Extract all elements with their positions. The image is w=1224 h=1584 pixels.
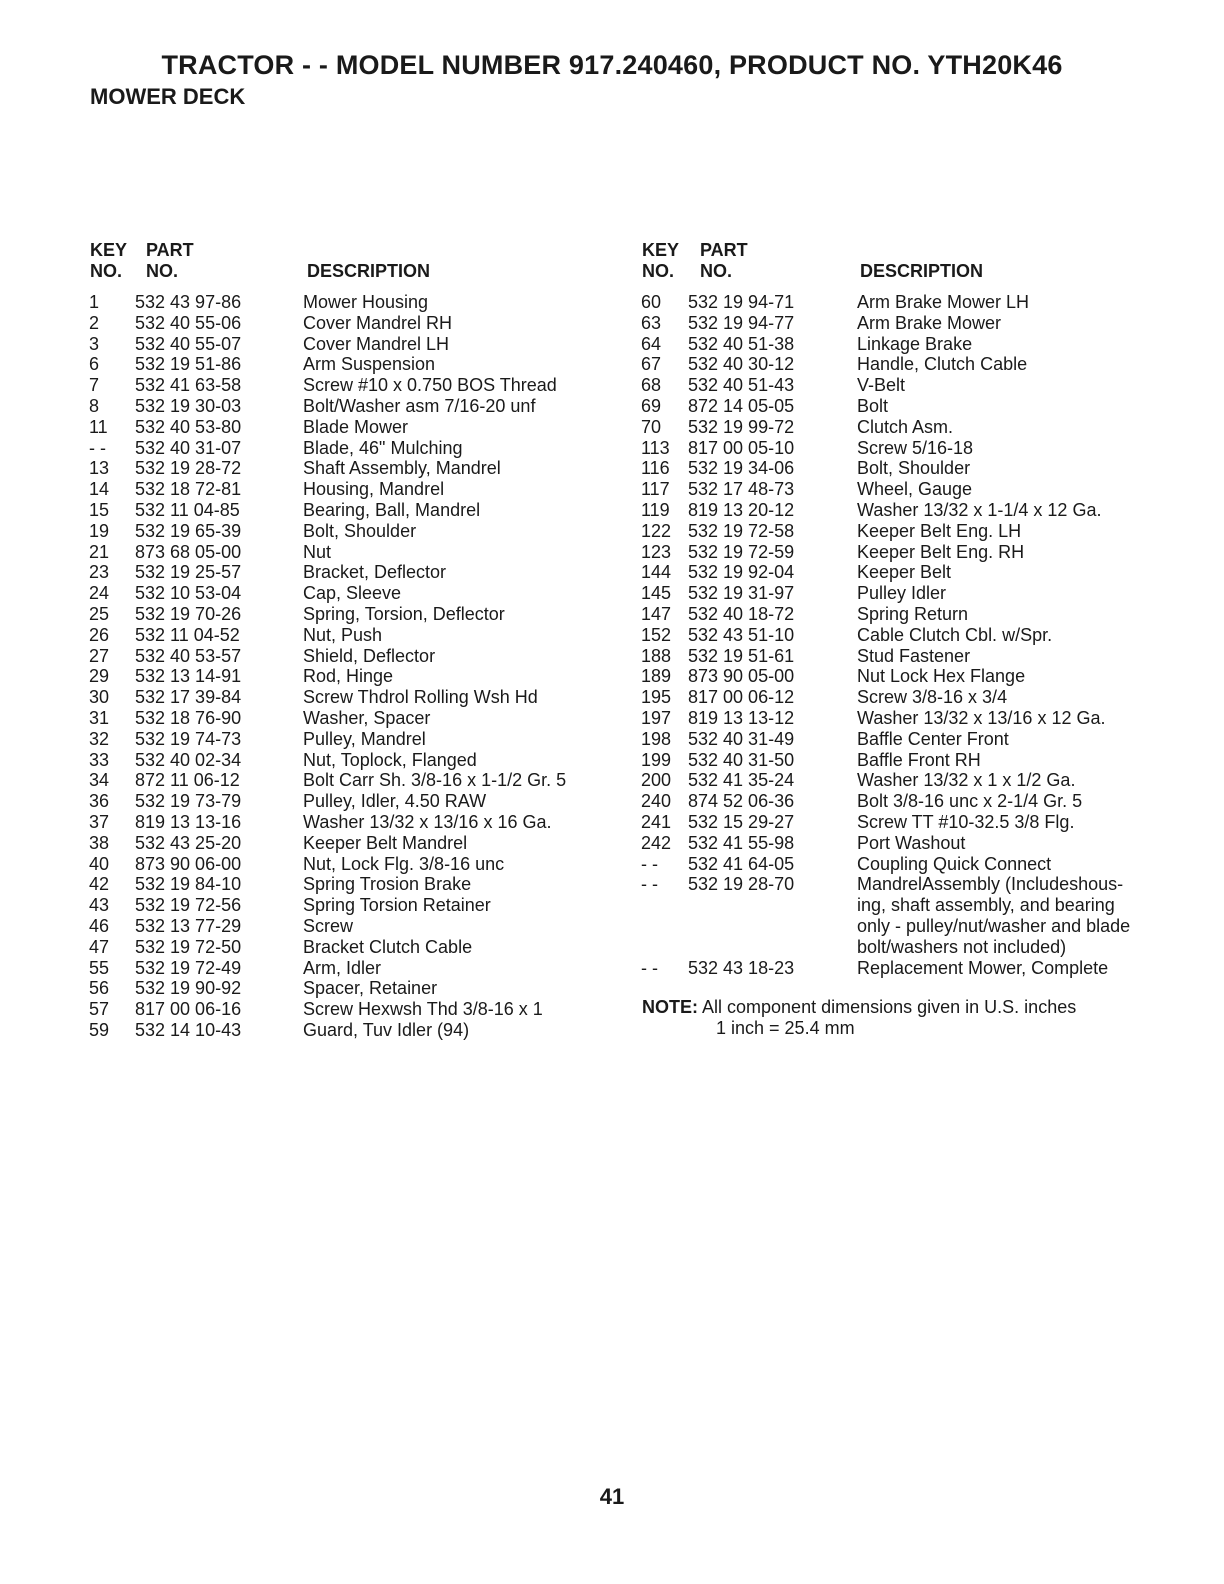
part-no: 532 13 77-29 (135, 915, 242, 936)
part-no: 532 43 97-86 (135, 292, 242, 312)
part-no: 872 11 06-12 (135, 770, 240, 791)
key-no: 119 (641, 499, 670, 520)
part-no: 532 17 39-84 (135, 687, 242, 708)
part-no: 532 19 90-92 (135, 978, 242, 999)
part-no: 532 41 35-24 (688, 770, 795, 791)
part-header-bottom: NO. (700, 261, 733, 281)
page-title: TRACTOR - - MODEL NUMBER 917.240460, PRODUCT NO. YTH20K46 (161, 50, 1063, 80)
key-no: 19 (89, 520, 110, 541)
key-no: 116 (641, 458, 670, 479)
description: Cap, Sleeve (303, 583, 402, 604)
description: Guard, Tuv Idler (94) (303, 1019, 470, 1040)
key-no: 70 (641, 416, 662, 437)
key-no: 47 (89, 936, 110, 957)
part-no: 532 43 51-10 (688, 624, 795, 645)
part-no: 873 68 05-00 (135, 541, 242, 562)
part-no: 872 14 05-05 (688, 395, 795, 416)
part-no: 532 19 28-72 (135, 458, 242, 479)
key-no: 24 (89, 583, 110, 604)
part-no: 532 41 64-05 (688, 853, 795, 874)
key-no: 144 (641, 562, 672, 583)
key-no: 33 (89, 749, 110, 770)
description: Pulley, Idler, 4.50 RAW (303, 791, 487, 812)
description: Arm Brake Mower LH (857, 292, 1030, 312)
key-no: 200 (641, 770, 672, 791)
key-no: 30 (89, 687, 110, 708)
key-no: 56 (89, 978, 110, 999)
description: Nut, Toplock, Flanged (303, 749, 477, 770)
key-no: 34 (89, 770, 110, 791)
key-no: 67 (641, 354, 662, 375)
key-no-header-left (90, 240, 127, 282)
part-no: 532 43 25-20 (135, 832, 242, 853)
section-title: MOWER DECK (90, 84, 246, 109)
key-no: 199 (641, 749, 672, 770)
key-no: 117 (641, 479, 670, 500)
key-no: 11 (89, 416, 108, 437)
part-no: 532 19 65-39 (135, 520, 242, 541)
part-no: 532 19 72-56 (135, 895, 242, 916)
part-no: 532 18 72-81 (135, 479, 242, 500)
part-no: 532 19 25-57 (135, 562, 242, 583)
description: Screw (303, 915, 354, 936)
description: Blade Mower (303, 416, 409, 437)
description: Washer, Spacer (303, 707, 431, 728)
key-no: 3 (89, 333, 100, 354)
part-no: 874 52 06-36 (688, 791, 795, 812)
key-header-bottom: NO. (642, 261, 675, 281)
note-label: NOTE: (642, 997, 698, 1017)
description: Nut, Push (303, 624, 383, 645)
description: Baffle Front RH (857, 749, 981, 770)
description: Wheel, Gauge (857, 479, 973, 500)
part-no: 532 11 04-85 (135, 499, 240, 520)
part-no: 532 18 76-90 (135, 707, 242, 728)
key-no: 63 (641, 312, 662, 333)
key-no: 197 (641, 707, 672, 728)
key-no: 198 (641, 728, 672, 749)
key-no: 189 (641, 666, 672, 687)
key-header-bottom: NO. (90, 261, 123, 281)
key-no: 25 (89, 603, 110, 624)
key-no: 26 (89, 624, 110, 645)
part-no: 532 40 53-57 (135, 645, 242, 666)
description: Bolt Carr Sh. 3/8-16 x 1-1/2 Gr. 5 (303, 770, 567, 791)
note-conversion: 1 inch = 25.4 mm (716, 1018, 855, 1038)
description: Cover Mandrel LH (303, 333, 450, 354)
description: Spring Trosion Brake (303, 874, 472, 895)
description: Keeper Belt Eng. LH (857, 520, 1022, 541)
description: Cover Mandrel RH (303, 312, 453, 333)
key-no: - - (641, 874, 658, 895)
key-no: 152 (641, 624, 672, 645)
key-no: 240 (641, 791, 672, 812)
part-no: 532 19 30-03 (135, 395, 242, 416)
part-no: 532 19 94-71 (688, 292, 795, 312)
key-no: 6 (89, 354, 100, 375)
description: Housing, Mandrel (303, 479, 445, 500)
part-no: 532 40 51-38 (688, 333, 795, 354)
part-no-header-right (700, 240, 748, 282)
description: Stud Fastener (857, 645, 971, 666)
key-no: 7 (89, 375, 100, 396)
description: Bracket, Deflector (303, 562, 447, 583)
part-no: 817 00 06-16 (135, 999, 242, 1020)
description: Nut, Lock Flg. 3/8-16 unc (303, 853, 505, 874)
key-no: 8 (89, 395, 100, 416)
part-no: 532 15 29-27 (688, 811, 795, 832)
key-header-top: KEY (642, 240, 680, 260)
description: Coupling Quick Connect (857, 853, 1052, 874)
key-no: 2 (89, 312, 100, 333)
key-no: 43 (89, 895, 110, 916)
part-no: 532 40 31-49 (688, 728, 795, 749)
part-no: 532 40 30-12 (688, 354, 795, 375)
description: Washer 13/32 x 13/16 x 12 Ga. (857, 707, 1106, 728)
part-no: 819 13 13-16 (135, 811, 242, 832)
key-no: 36 (89, 791, 110, 812)
key-no: 42 (89, 874, 110, 895)
description: bolt/washers not included) (857, 936, 1067, 957)
part-header-top: PART (146, 240, 194, 260)
description-header-left: DESCRIPTION (307, 261, 431, 281)
key-no: - - (641, 853, 658, 874)
part-no: 532 19 34-06 (688, 458, 795, 479)
description: Spacer, Retainer (303, 978, 438, 999)
description: Washer 13/32 x 13/16 x 16 Ga. (303, 811, 552, 832)
part-no: 532 40 02-34 (135, 749, 242, 770)
part-no: 532 19 72-49 (135, 957, 242, 978)
description: Bolt, Shoulder (303, 520, 417, 541)
description: Nut (303, 541, 332, 562)
part-no: 532 40 55-07 (135, 333, 242, 354)
part-no: 532 19 72-58 (688, 520, 795, 541)
part-no: 532 40 53-80 (135, 416, 242, 437)
part-no: 532 19 70-26 (135, 603, 242, 624)
part-no: 532 19 51-61 (688, 645, 795, 666)
key-no: 15 (89, 499, 110, 520)
key-no: 27 (89, 645, 110, 666)
part-no: 532 10 53-04 (135, 583, 242, 604)
description: Port Washout (857, 832, 966, 853)
description: Arm Suspension (303, 354, 436, 375)
key-no: 241 (641, 811, 672, 832)
description: Arm Brake Mower (857, 312, 1002, 333)
description: Spring Torsion Retainer (303, 895, 491, 916)
description: Screw Thdrol Rolling Wsh Hd (303, 687, 538, 708)
key-no: 60 (641, 292, 662, 312)
part-no: 817 00 05-10 (688, 437, 795, 458)
part-no: 532 14 10-43 (135, 1019, 242, 1040)
part-no: 532 19 92-04 (688, 562, 795, 583)
description: Baffle Center Front (857, 728, 1009, 749)
part-no: 817 00 06-12 (688, 687, 795, 708)
key-no: 1 (89, 292, 100, 312)
description: Bolt 3/8-16 unc x 2-1/4 Gr. 5 (857, 791, 1083, 812)
part-no: 532 19 72-50 (135, 936, 242, 957)
description: Screw Hexwsh Thd 3/8-16 x 1 (303, 999, 543, 1020)
key-no: - - (89, 437, 106, 458)
key-no: 31 (89, 707, 110, 728)
page-number: 41 (599, 1484, 625, 1509)
key-no: 46 (89, 915, 110, 936)
description: Washer 13/32 x 1-1/4 x 12 Ga. (857, 499, 1102, 520)
description: ing, shaft assembly, and bearing (857, 895, 1115, 916)
key-no-header-right (642, 240, 679, 282)
key-no: 242 (641, 832, 672, 853)
part-no: 532 19 99-72 (688, 416, 795, 437)
part-no: 532 43 18-23 (688, 957, 795, 978)
part-no: 532 19 31-97 (688, 583, 795, 604)
description: Screw #10 x 0.750 BOS Thread (303, 375, 557, 396)
key-no: 23 (89, 562, 110, 583)
part-no: 532 17 48-73 (688, 479, 795, 500)
part-no: 532 40 55-06 (135, 312, 242, 333)
description: Clutch Asm. (857, 416, 954, 437)
key-no: 188 (641, 645, 672, 666)
key-no: 147 (641, 603, 672, 624)
part-no: 532 13 14-91 (135, 666, 242, 687)
key-no: 69 (641, 395, 662, 416)
part-header-bottom: NO. (146, 261, 179, 281)
description: Bolt, Shoulder (857, 458, 971, 479)
part-no: 532 19 74-73 (135, 728, 242, 749)
key-no: 21 (89, 541, 110, 562)
description: Handle, Clutch Cable (857, 354, 1028, 375)
key-no: 123 (641, 541, 672, 562)
note-text: All component dimensions given in U.S. inches (702, 997, 1077, 1017)
key-no: 32 (89, 728, 110, 749)
description: Pulley, Mandrel (303, 728, 426, 749)
key-no: 55 (89, 957, 110, 978)
part-no: 532 19 94-77 (688, 312, 795, 333)
part-no: 873 90 05-00 (688, 666, 795, 687)
part-no: 532 40 31-07 (135, 437, 242, 458)
description: Bolt (857, 395, 889, 416)
description: Blade, 46" Mulching (303, 437, 463, 458)
description: Spring Return (857, 603, 969, 624)
part-no: 532 41 63-58 (135, 375, 242, 396)
description: Screw 5/16-18 (857, 437, 974, 458)
description: MandrelAssembly (Includeshous- (857, 874, 1124, 895)
part-no: 532 19 72-59 (688, 541, 795, 562)
part-no: 532 19 84-10 (135, 874, 242, 895)
key-no: 113 (641, 437, 670, 458)
description: Screw TT #10-32.5 3/8 Flg. (857, 811, 1075, 832)
description: Shield, Deflector (303, 645, 436, 666)
description: Arm, Idler (303, 957, 382, 978)
key-no: 38 (89, 832, 110, 853)
part-no: 532 19 73-79 (135, 791, 242, 812)
part-no: 532 40 51-43 (688, 375, 795, 396)
key-no: 68 (641, 375, 662, 396)
description: Screw 3/8-16 x 3/4 (857, 687, 1008, 708)
description-header-right: DESCRIPTION (860, 261, 984, 281)
key-no: 57 (89, 999, 110, 1020)
description: Rod, Hinge (303, 666, 394, 687)
description: only - pulley/nut/washer and blade (857, 915, 1131, 936)
description: Mower Housing (303, 292, 429, 312)
part-no: 532 11 04-52 (135, 624, 240, 645)
description: V-Belt (857, 375, 906, 396)
description: Nut Lock Hex Flange (857, 666, 1026, 687)
part-no-header-left (146, 240, 194, 282)
description: Keeper Belt Eng. RH (857, 541, 1025, 562)
key-no: 59 (89, 1019, 110, 1040)
key-no: 13 (89, 458, 110, 479)
part-no: 532 41 55-98 (688, 832, 795, 853)
description: Shaft Assembly, Mandrel (303, 458, 501, 479)
key-no: 37 (89, 811, 110, 832)
key-no: 29 (89, 666, 110, 687)
description: Linkage Brake (857, 333, 973, 354)
note (642, 997, 1076, 1018)
key-no: - - (641, 957, 658, 978)
key-no: 122 (641, 520, 672, 541)
part-no: 532 40 31-50 (688, 749, 795, 770)
part-no: 532 19 51-86 (135, 354, 242, 375)
description: Bolt/Washer asm 7/16-20 unf (303, 395, 536, 416)
description: Keeper Belt Mandrel (303, 832, 468, 853)
key-no: 64 (641, 333, 662, 354)
part-no: 532 19 28-70 (688, 874, 795, 895)
key-no: 14 (89, 479, 110, 500)
description: Replacement Mower, Complete (857, 957, 1109, 978)
part-no: 532 40 18-72 (688, 603, 795, 624)
description: Spring, Torsion, Deflector (303, 603, 505, 624)
key-no: 40 (89, 853, 110, 874)
description: Pulley Idler (857, 583, 947, 604)
description: Washer 13/32 x 1 x 1/2 Ga. (857, 770, 1076, 791)
part-header-top: PART (700, 240, 748, 260)
description: Bracket Clutch Cable (303, 936, 473, 957)
part-no: 819 13 20-12 (688, 499, 795, 520)
key-no: 195 (641, 687, 672, 708)
part-no: 873 90 06-00 (135, 853, 242, 874)
key-no: 145 (641, 583, 672, 604)
description: Keeper Belt (857, 562, 952, 583)
part-no: 819 13 13-12 (688, 707, 795, 728)
description: Bearing, Ball, Mandrel (303, 499, 481, 520)
key-header-top: KEY (90, 240, 128, 260)
description: Cable Clutch Cbl. w/Spr. (857, 624, 1053, 645)
